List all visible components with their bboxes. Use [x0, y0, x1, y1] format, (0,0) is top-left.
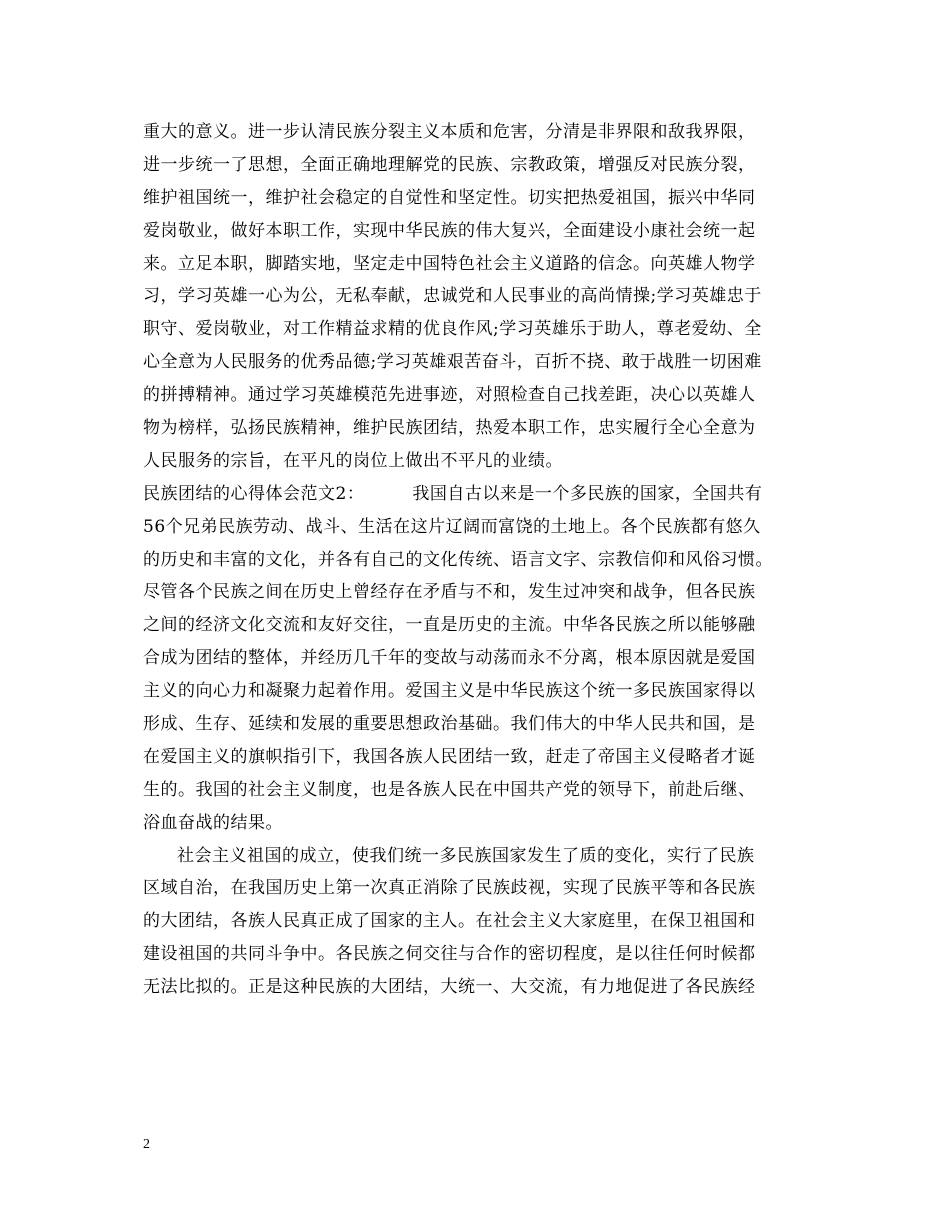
text-line: 浴血奋战的结果。 — [143, 812, 283, 833]
page-number: 2 — [143, 1137, 150, 1152]
text-line: 主义的向心力和凝聚力起着作用。爱国主义是中华民族这个统一多民族国家得以 — [143, 681, 756, 702]
text-line: 物为榜样，弘扬民族精神，维护民族团结，热爱本职工作，忠实履行全心全意为 — [143, 418, 756, 439]
text-line: 形成、生存、延续和发展的重要思想政治基础。我们伟大的中华人民共和国，是 — [143, 714, 756, 735]
text-line: 进一步统一了思想，全面正确地理解党的民族、宗教政策，增强反对民族分裂， — [143, 154, 756, 175]
text-line: 职守、爱岗敬业，对工作精益求精的优良作风;学习英雄乐于助人，尊老爱幼、全 — [143, 319, 762, 340]
section-heading-line — [143, 478, 773, 511]
text-line: 在爱国主义的旗帜指引下，我国各族人民团结一致，赶走了帝国主义侵略者才诞 — [143, 746, 756, 767]
text-line: 的历史和丰富的文化，并各有自己的文化传统、语言文字、宗教信仰和风俗习惯。 — [143, 549, 773, 570]
text-line: 尽管各个民族之间在历史上曾经存在矛盾与不和，发生过冲突和战争，但各民族 — [143, 582, 756, 603]
text-line: 之间的经济文化交流和友好交往，一直是历史的主流。中华各民族之所以能够融 — [143, 615, 756, 636]
section-heading: 民族团结的心得体会范文2： — [143, 483, 365, 504]
section-first-line: 我国自古以来是一个多民族的国家，全国共有 — [412, 483, 763, 504]
text-line: 心全意为人民服务的优秀品德;学习英雄艰苦奋斗，百折不挠、敢于战胜一切困难 — [143, 352, 762, 373]
text-line: 生的。我国的社会主义制度，也是各族人民在中国共产党的领导下，前赴后继、 — [143, 779, 756, 800]
text-line: 56个兄弟民族劳动、战斗、生活在这片辽阔而富饶的土地上。各个民族都有悠久 — [143, 516, 761, 537]
text-line: 来。立足本职，脚踏实地，坚定走中国特色社会主义道路的信念。向英雄人物学 — [143, 253, 756, 274]
text-line: 维护祖国统一，维护社会稳定的自觉性和坚定性。切实把热爱祖国，振兴中华同 — [143, 187, 756, 208]
text-line: 人民服务的宗旨，在平凡的岗位上做出不平凡的业绩。 — [143, 450, 563, 471]
text-line: 的拼搏精神。通过学习英雄模范先进事迹，对照检查自己找差距，决心以英雄人 — [143, 385, 756, 406]
text-line: 重大的意义。进一步认清民族分裂主义本质和危害，分清是非界限和敌我界限， — [143, 122, 756, 142]
text-line: 建设祖国的共同斗争中。各民族之伺交往与合作的密切程度，是以往任何时候都 — [143, 944, 756, 965]
text-line: 无法比拟的。正是这种民族的大团结，大统一、大交流，有力地促进了各民族经 — [143, 977, 756, 998]
text-line: 爱岗敬业，做好本职工作，实现中华民族的伟大复兴，全面建设小康社会统一起 — [143, 220, 756, 241]
text-line: 习，学习英雄一心为公，无私奉献，忠诚党和人民事业的高尚情操;学习英雄忠于 — [143, 286, 762, 307]
text-line: 区域自治，在我国历史上第一次真正消除了民族歧视，实现了民族平等和各民族 — [143, 878, 756, 899]
text-line: 社会主义祖国的成立，使我们统一多民族国家发生了质的变化，实行了民族 — [177, 845, 755, 866]
document-body — [143, 116, 773, 1004]
text-line: 合成为团结的整体，并经历几千年的变故与动荡而永不分离，根本原因就是爱国 — [143, 648, 756, 669]
text-line: 的大团结，各族人民真正成了国家的主人。在社会主义大家庭里，在保卫祖国和 — [143, 911, 756, 932]
